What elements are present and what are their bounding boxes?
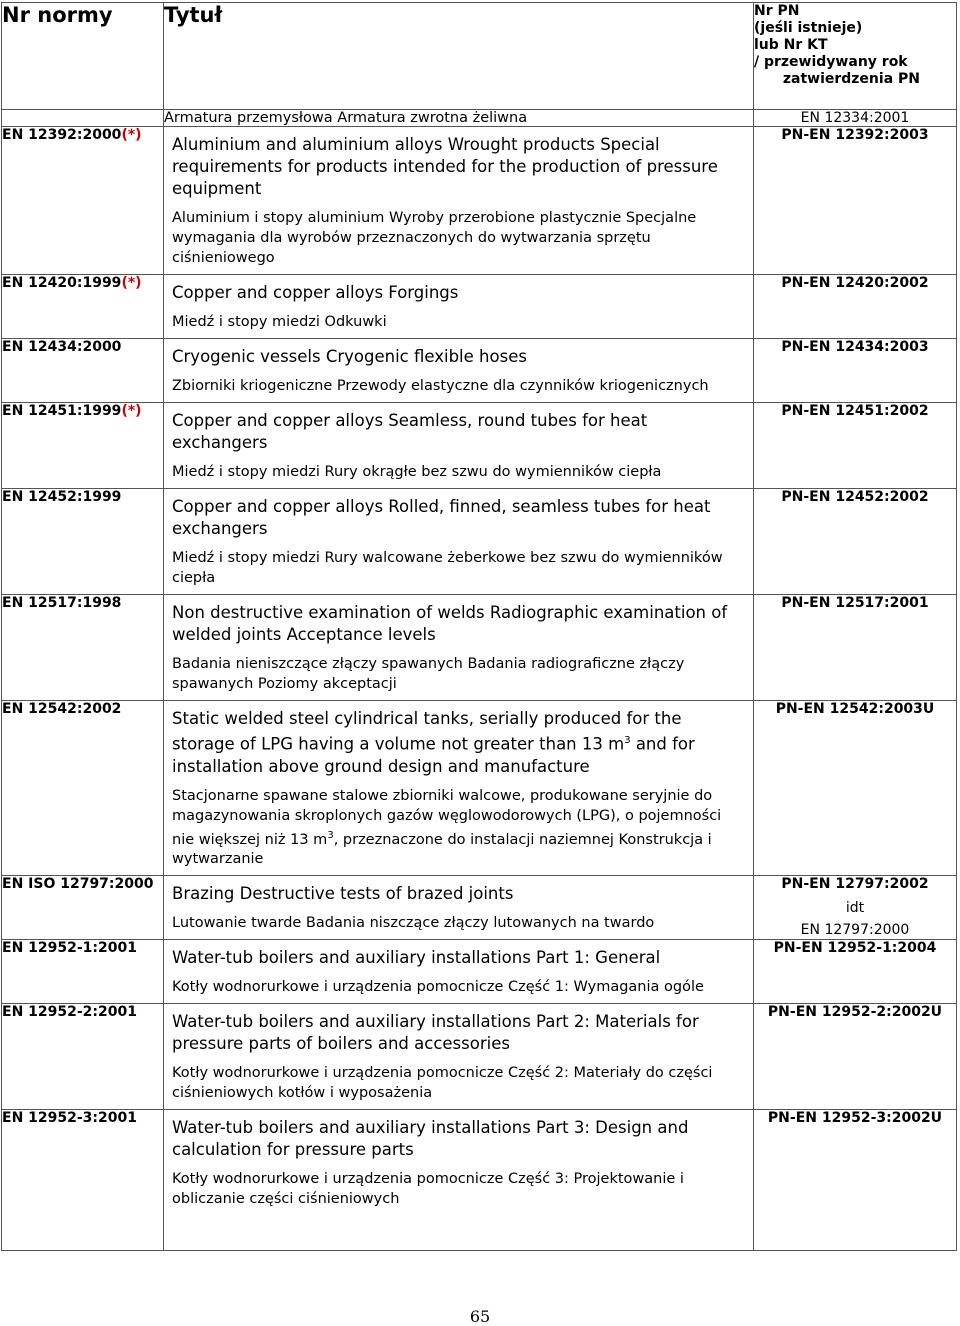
norm-number: EN 12420:1999(*) bbox=[2, 275, 164, 339]
title-en: Brazing Destructive tests of brazed joints bbox=[172, 884, 514, 904]
pn-equivalent: EN 12797:2000 bbox=[800, 922, 910, 939]
table-header-row bbox=[2, 3, 957, 110]
norm-number-cell bbox=[2, 110, 164, 127]
norm-number: EN 12542:2002 bbox=[2, 701, 164, 876]
pn-number: PN-EN 12952-2:2002U bbox=[767, 1004, 943, 1021]
pn-number-cell bbox=[754, 339, 957, 403]
table-row bbox=[2, 1110, 957, 1251]
title-en: Copper and copper alloys Forgings bbox=[172, 283, 459, 302]
norm-number: EN 12952-2:2001 bbox=[2, 1004, 164, 1110]
standards-table bbox=[1, 2, 957, 1251]
title-cell bbox=[164, 339, 754, 403]
header-norm-number: Nr normy bbox=[2, 3, 164, 110]
title-pl: Kotły wodnorurkowe i urządzenia pomocnicze Część 1: Wymagania ogóle bbox=[172, 979, 704, 996]
pn-number-cell bbox=[754, 1004, 957, 1110]
title-cell bbox=[164, 489, 754, 595]
title-cell bbox=[164, 940, 754, 1004]
table-body bbox=[2, 127, 957, 1251]
table-row bbox=[2, 110, 957, 127]
pn-number: PN-EN 12392:2003 bbox=[781, 127, 929, 143]
title-cell bbox=[164, 595, 754, 701]
title-pl: Aluminium i stopy aluminium Wyroby przerobione plastycznie Specjalne wymagania dla wyrobów przeznaczonych do wytwarzania sprzętu ciśnieniowego bbox=[172, 210, 697, 266]
header-pn-line3: lub Nr KT bbox=[754, 37, 828, 53]
header-title: Tytuł bbox=[164, 3, 754, 110]
title-en: Copper and copper alloys Seamless, round tubes for heat exchangers bbox=[172, 411, 648, 452]
pn-number: PN-EN 12542:2003U bbox=[775, 701, 935, 717]
title-pl: Zbiorniki kriogeniczne Przewody elastyczne dla czynników kriogenicznych bbox=[172, 378, 709, 394]
title-en: Static welded steel cylindrical tanks, serially produced for the storage of LPG having a volume not greater than 13 $m^3$ and for installation above ground design and manufacture bbox=[172, 709, 695, 776]
title-cell bbox=[164, 403, 754, 489]
table-row bbox=[2, 275, 957, 339]
pn-number-cell bbox=[754, 127, 957, 275]
title-pl: Badania nieniszczące złączy spawanych Badania radiograficzne złączy spawanych Poziomy akceptacji bbox=[172, 656, 685, 692]
revision-marker: (*) bbox=[121, 127, 142, 143]
title-cell bbox=[164, 876, 754, 940]
title-en: Copper and copper alloys Rolled, finned, seamless tubes for heat exchangers bbox=[172, 497, 711, 538]
norm-number: EN 12451:1999(*) bbox=[2, 403, 164, 489]
pn-number-cell bbox=[754, 1110, 957, 1251]
title-cell bbox=[164, 127, 754, 275]
title-en: Water-tub boilers and auxiliary installations Part 2: Materials for pressure parts of boilers and accessories bbox=[172, 1012, 699, 1054]
pn-number-cell bbox=[754, 876, 957, 940]
table-row bbox=[2, 339, 957, 403]
pn-number: PN-EN 12517:2001 bbox=[781, 595, 929, 611]
table-row bbox=[2, 940, 957, 1004]
pn-number-cell bbox=[754, 403, 957, 489]
revision-marker: (*) bbox=[121, 275, 142, 291]
revision-marker: (*) bbox=[121, 403, 142, 419]
title-en: Water-tub boilers and auxiliary installations Part 3: Design and calculation for pressure parts bbox=[172, 1118, 689, 1160]
table-row bbox=[2, 1004, 957, 1110]
title-pl: Miedź i stopy miedzi Odkuwki bbox=[172, 314, 387, 330]
header-pn-number bbox=[754, 3, 957, 110]
header-pn-line1: Nr PN bbox=[754, 3, 800, 19]
title-cell bbox=[164, 1110, 754, 1251]
pn-number: PN-EN 12952-3:2002U bbox=[767, 1110, 943, 1127]
norm-number: EN ISO 12797:2000 bbox=[2, 876, 164, 940]
norm-number: EN 12434:2000 bbox=[2, 339, 164, 403]
table-row bbox=[2, 876, 957, 940]
pn-number: PN-EN 12434:2003 bbox=[781, 339, 929, 355]
title-pl: Armatura przemysłowa Armatura zwrotna żeliwna bbox=[164, 110, 754, 127]
title-pl: Miedź i stopy miedzi Rury okrągłe bez szwu do wymienników ciepła bbox=[172, 464, 662, 480]
table-row bbox=[2, 489, 957, 595]
pn-idt: idt bbox=[845, 900, 865, 917]
table-row bbox=[2, 595, 957, 701]
norm-number: EN 12952-3:2001 bbox=[2, 1110, 164, 1251]
pn-number-cell bbox=[754, 595, 957, 701]
table-row bbox=[2, 127, 957, 275]
table-row bbox=[2, 403, 957, 489]
title-en: Water-tub boilers and auxiliary installations Part 1: General bbox=[172, 948, 661, 968]
header-pn-line5: zatwierdzenia PN bbox=[782, 71, 920, 87]
title-cell bbox=[164, 701, 754, 876]
pn-number: EN 12334:2001 bbox=[754, 110, 957, 127]
title-pl: Miedź i stopy miedzi Rury walcowane żeberkowe bez szwu do wymienników ciepła bbox=[172, 550, 723, 586]
header-pn-line4: / przewidywany rok bbox=[754, 54, 908, 70]
pn-number: PN-EN 12420:2002 bbox=[781, 275, 929, 291]
norm-number: EN 12952-1:2001 bbox=[2, 940, 164, 1004]
title-pl: Lutowanie twarde Badania niszczące złączy lutowanych na twardo bbox=[172, 915, 655, 932]
table-row bbox=[2, 701, 957, 876]
title-pl: Stacjonarne spawane stalowe zbiorniki walcowe, produkowane seryjnie do magazynowania skroplonych gazów węglowodorowych (LPG), o pojemności nie większej niż 13 $m^3$, przeznaczone do instalacji naziemnej Konstrukcja i wytwarzanie bbox=[172, 787, 722, 868]
pn-number: PN-EN 12451:2002 bbox=[781, 403, 929, 419]
norm-number: EN 12452:1999 bbox=[2, 489, 164, 595]
title-pl: Kotły wodnorurkowe i urządzenia pomocnicze Część 3: Projektowanie i obliczanie części ciśnieniowych bbox=[172, 1171, 684, 1208]
title-en: Aluminium and aluminium alloys Wrought products Special requirements for products intended for the production of pressure equipment bbox=[172, 135, 718, 198]
norm-number: EN 12392:2000(*) bbox=[2, 127, 164, 275]
title-en: Cryogenic vessels Cryogenic flexible hoses bbox=[172, 347, 527, 366]
pn-number: PN-EN 12797:2002 bbox=[781, 876, 929, 893]
title-cell bbox=[164, 275, 754, 339]
title-pl: Kotły wodnorurkowe i urządzenia pomocnicze Część 2: Materiały do części ciśnieniowych kotłów i wyposażenia bbox=[172, 1065, 713, 1102]
pn-number-cell bbox=[754, 701, 957, 876]
page-number: 65 bbox=[469, 1307, 491, 1326]
pn-number-cell bbox=[754, 489, 957, 595]
pn-number-cell bbox=[754, 940, 957, 1004]
pn-number-cell bbox=[754, 275, 957, 339]
norm-number: EN 12517:1998 bbox=[2, 595, 164, 701]
title-en: Non destructive examination of welds Radiographic examination of welded joints Acceptance levels bbox=[172, 603, 728, 644]
pn-number: PN-EN 12952-1:2004 bbox=[773, 940, 937, 957]
pn-number: PN-EN 12452:2002 bbox=[781, 489, 929, 505]
title-cell bbox=[164, 1004, 754, 1110]
header-pn-line2: (jeśli istnieje) bbox=[754, 20, 863, 36]
